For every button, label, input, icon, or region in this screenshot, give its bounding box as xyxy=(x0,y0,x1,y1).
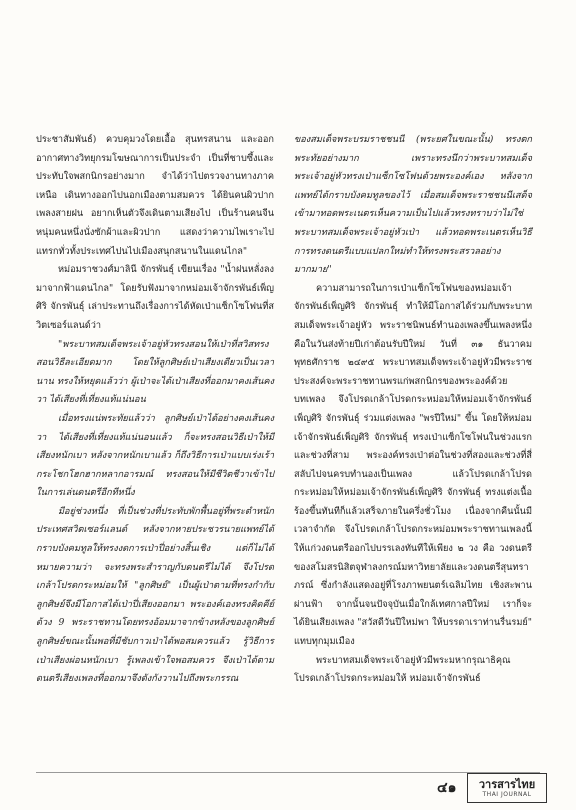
right-paragraph-3: พระบาทสมเด็จพระเจ้าอยู่หัวมีพระมหากรุณาธิคุณโปรดเกล้าโปรดกระหม่อมให้ หม่อมเจ้าจักรพันธ์ xyxy=(294,654,511,685)
left-column xyxy=(36,131,274,689)
right-column xyxy=(294,131,532,689)
left-paragraph-3: "พระบาทสมเด็จพระเจ้าอยู่หัวทรงสอนให้เป่าที่สวิสทรงสอนวิธีละเอียดมาก โดยให้ลูกศิษย์เป่าเสียงเดียวเป็นเวลานาน ทรงให้หยุดแล้วว่า ผู้เป่าจะได้เป่าเสียงที่ออกมาคงเส้นคงวา ได้เสียงที่เที่ยงแท้แน่นอน xyxy=(36,338,274,406)
left-paragraph-4: เมื่อทรงแน่พระทัยแล้วว่า ลูกศิษย์เป่าได้อย่างคงเส้นคงวา ได้เสียงที่เที่ยงแท้แน่นอนแล้ว ก็จะทรงสอนวิธีเป่าให้มีเสียงหนักเบา หลังจากหนักเบาแล้ว ก็ถึงวิธีการเป่าแบบเร่งเร้า กระโชกโฮกฮากหลากอารมณ์ ทรงสอนให้มีชีวิตชีวาเข้าไปในการเล่นดนตรีอีกทีหนึ่ง xyxy=(36,412,274,499)
logo-sub-text: THAI JOURNAL xyxy=(482,790,532,798)
footer-divider xyxy=(36,772,540,773)
journal-logo xyxy=(467,773,547,803)
left-paragraph-5: มีอยู่ช่วงหนึ่ง ที่เป็นช่วงที่ประทับพักพื้นอยู่ที่พระตำหนัก ประเทศสวิตเซอร์แลนด์ หลังจากหายประชวรนายแพทย์ได้กราบบังคมทูลให้ทรงงดการเป่าปี่อย่างสิ้นเชิง แต่ก็ไม่ได้หมายความว่า จะทรงพระสำราญกับดนตรีไม่ได้ จึงโปรดเกล้าโปรดกระหม่อมให้ "ลูกศิษย์" เป็นผู้เป่าตามที่ทรงกำกับ ลูกศิษย์จึงมีโอกาสได้เป่าปี่เสียงออกมา พระองค์เองทรงคิดคีย์ด้วง 9 พระราชทานโดยทรงอ้อมมาจากข้างหลังของลูกศิษย์ ลูกศิษย์ขณะนั้นพอที่มีชับกาวเป่าได้พอสมควรแล้ว รู้วิธีการเป่าเสียงผ่อนหนักเบา รู้เพลงเข้าใจพอสมควร จึงเป่าได้ตามดนตรีเสียงเพลงที่ออกมาจึงดังกังวานไปถึงพระกรรณ xyxy=(36,505,274,685)
left-paragraph-2: หม่อมราชวงศ์มาลินี จักรพันธุ์ เขียนเรื่อง "น้ำฝนหลั่งลงมาจากฟ้าแดนไกล" โดยรับฟังมาจากหม่อมเจ้าจักรพันธ์เพ็ญศิริ จักรพันธุ์ เล่าประทานถึงเรื่องการได้หัดเป่าแซ็กโซโฟนที่สวิตเซอร์แลนด์ว่า xyxy=(36,264,274,331)
logo-main-text: วารสารไทย xyxy=(478,777,536,791)
right-paragraph-1: ของสมเด็จพระบรมราชชนนี (พระยศในขณะนั้น) ทรงตกพระทัยอย่างมาก เพราะทรงนึกว่าพระบาทสมเด็จพระเจ้าอยู่หัวทรงเป่าแซ็กโซโฟนด้วยพระองค์เอง หลังจากแพทย์ได้กราบบังคมทูลของไว้ เมื่อสมเด็จพระราชชนนีเสด็จ เข้ามาทอดพระเนตรเห็นความเป็นไปแล้วทรงทราบว่าไม่ใช่พระบาทสมเด็จพระเจ้าอยู่หัวเป่า แล้วทอดพระเนตรเห็นวิธีการทรงดนตรีแบบแปลกใหม่ทำให้ทรงพระสรวลอย่างมากมาย" xyxy=(294,134,532,276)
right-paragraph-2: ความสามารถในการเป่าแซ็กโซโฟนของหม่อมเจ้าจักรพันธ์เพ็ญศิริ จักรพันธุ์ ทำให้มีโอกาสได้ร่วมกับพระบาทสมเด็จพระเจ้าอยู่หัว พระราชนิพนธ์ทำนองเพลงขึ้นเพลงหนึ่ง คือในวันส่งท้ายปีเก่าต้อนรับปีใหม่ วันที่ ๓๑ ธันวาคม พุทธศักราช ๒๔๙๕ พระบาทสมเด็จพระเจ้าอยู่หัวมีพระราชประสงค์จะพระราชทานพรแก่พสกนิกรของพระองค์ด้วยบทเพลง จึงโปรดเกล้าโปรดกระหม่อมให้หม่อมเจ้าจักรพันธ์เพ็ญศิริ จักรพันธุ์ ร่วมแต่งเพลง "พรปีใหม่" ขึ้น โดยให้หม่อมเจ้าจักรพันธ์เพ็ญศิริ จักรพันธุ์ ทรงเป่าแซ็กโซโฟนในช่วงแรกและช่วงที่สาม พระองค์ทรงเป่าต่อในช่วงที่สองและช่วงที่สี่ สลับไปจนครบทำนองเป็นเพลง แล้วโปรดเกล้าโปรดกระหม่อมให้หม่อมเจ้าจักรพันธ์เพ็ญศิริ จักรพันธุ์ ทรงแต่งเนื้อร้องขึ้นทันทีก็แล้วเสร็จภายในครึ่งชั่วโมง เนื่องจากคืนนั้นมีเวลาจำกัด จึงโปรดเกล้าโปรดกระหม่อมพระราชทานเพลงนี้ให้แก่วงดนตรีออกไปบรรเลงทันทีให้เพียง ๒ วง คือ วงดนตรีของสโมสรนิสิตจุฬาลงกรณ์มหาวิทยาลัยและวงดนตรีสุนทราภรณ์ ซึ่งกำลังแสดงอยู่ที่โรงภาพยนตร์เฉลิมไทย เชิงสะพานผ่านฟ้า จากนั้นจนปัจจุบันเมื่อใกล้เทศกาลปีใหม่ เราก็จะได้ยินเสียงเพลง "สวัสดีวันปีใหม่พา ให้บรรดาเราท่านรื่นรมย์" แทบทุกมุมเมือง xyxy=(294,282,532,648)
page-number: ๔๑ xyxy=(437,780,457,796)
left-paragraph-1: ประชาสัมพันธ์) ควบคุมวงโดยเอื้อ สุนทรสนาน และออกอากาศทางวิทยุกรมโฆษณาการเป็นประจำ เป็นที่ชาบซึ้งและประทับใจพสกนิกรอย่างมาก จำได้ว่าไปตรวจงานทางภาคเหนือ เดินทางออกไปนอกเมืองตามสมควร ได้ยินคนผิวปากเพลงสายฝน อยากเห็นตัวจึงเดินตามเสียงไป เป็นร้านคนจีน หนุ่มคนหนึ่งนั่งซักผ้าและผิวปาก แสดงว่าความไพเราะไปแทรกทั่วทั้งประเทศไปนไปเมืองสนุกสนานในแดนไกล" xyxy=(36,134,274,257)
